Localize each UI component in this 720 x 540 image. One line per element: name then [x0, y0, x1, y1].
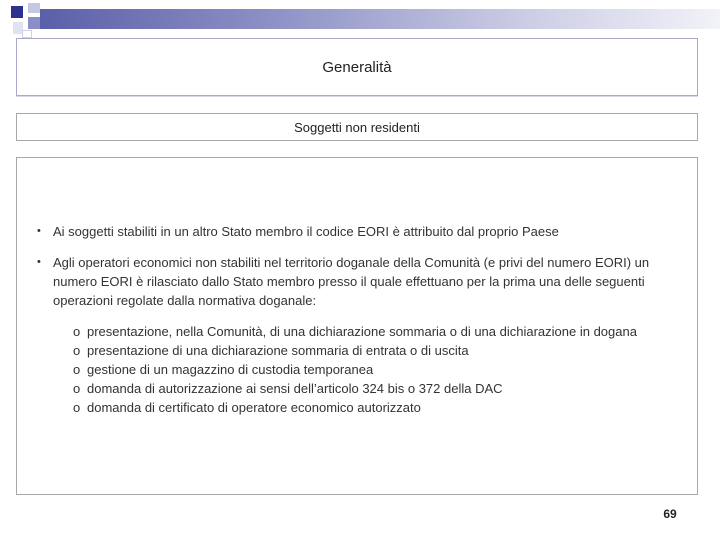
page-subtitle: Soggetti non residenti: [294, 119, 420, 135]
sub-item-text: presentazione, nella Comunità, di una dichiarazione sommaria o di una dichiarazione in dogana: [87, 324, 637, 339]
sub-list-item: [27, 379, 687, 398]
bullet-text: Agli operatori economici non stabiliti nel territorio doganale della Comunità (e privi del numero EORI) un numero EORI è rilasciato dallo Stato membro presso il quale effettuano per la prima una delle seguenti operazioni regolate dalla normativa doganale:: [53, 255, 650, 308]
bullet-text: Ai soggetti stabiliti in un altro Stato membro il codice EORI è attribuito dal proprio Paese: [53, 224, 559, 239]
circle-bullet-icon: o: [73, 400, 81, 415]
circle-bullet-icon: o: [73, 343, 81, 358]
title-box: [16, 38, 698, 96]
decor-square-dark: [11, 6, 23, 18]
bullet-item: [27, 222, 687, 241]
circle-bullet-icon: o: [73, 324, 81, 339]
sub-list-item: [27, 360, 687, 379]
decor-square-light: [28, 3, 40, 13]
page-title: Generalità: [322, 58, 392, 76]
sub-list-item: [27, 322, 687, 341]
sub-item-text: presentazione di una dichiarazione sommaria di entrata o di uscita: [87, 343, 469, 358]
page-number: 69: [663, 507, 677, 521]
decor-square-outline: [22, 30, 32, 38]
sub-item-text: domanda di autorizzazione ai sensi dell’articolo 324 bis o 372 della DAC: [87, 381, 503, 396]
bullet-icon: •: [37, 225, 41, 237]
sub-item-text: domanda di certificato di operatore economico autorizzato: [87, 400, 421, 415]
sub-list: [27, 322, 687, 417]
circle-bullet-icon: o: [73, 381, 81, 396]
content-box: [16, 157, 698, 495]
sub-list-item: [27, 398, 687, 417]
circle-bullet-icon: o: [73, 362, 81, 377]
header-gradient-bar: [40, 9, 720, 29]
bullet-item: [27, 253, 687, 310]
decor-square-medium: [28, 17, 40, 29]
content-body: [27, 222, 687, 417]
sub-item-text: gestione di un magazzino di custodia temporanea: [87, 362, 374, 377]
subtitle-box: [16, 113, 698, 141]
bullet-icon: •: [37, 256, 41, 268]
sub-list-item: [27, 341, 687, 360]
